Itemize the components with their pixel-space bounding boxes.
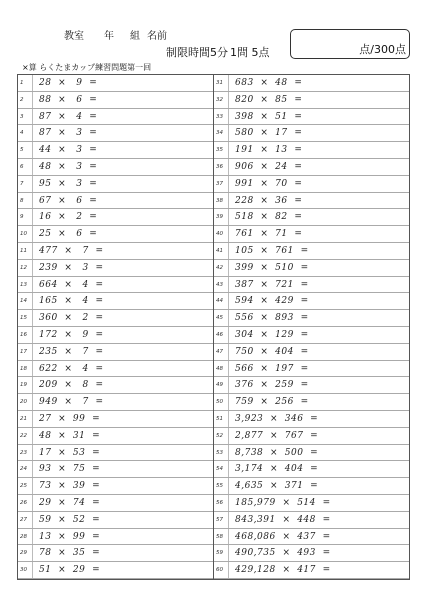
- problem-number: 22: [18, 428, 33, 444]
- problem-row: [18, 75, 213, 92]
- problem-row: [214, 377, 409, 394]
- problem-number: 41: [214, 243, 229, 259]
- problem-number: 50: [214, 394, 229, 410]
- problem-row: [18, 545, 213, 562]
- problem-number: 58: [214, 529, 229, 545]
- problem-number: 60: [214, 562, 229, 578]
- problem-row: [214, 142, 409, 159]
- problem-expression: 906 × 24 =: [235, 162, 303, 172]
- problem-row: [18, 361, 213, 378]
- problem-expression: 29 × 74 =: [39, 498, 101, 508]
- problem-expression: 172 × 9 =: [39, 330, 104, 340]
- problem-expression: 235 × 7 =: [39, 346, 104, 357]
- problem-expression: 59 × 52 =: [39, 514, 101, 525]
- problem-number: 55: [214, 478, 229, 494]
- problem-row: [214, 125, 409, 142]
- problem-number: 53: [214, 445, 229, 461]
- problem-row: [214, 411, 409, 428]
- problem-row: [214, 529, 409, 546]
- problem-expression: 67 × 6 =: [39, 195, 98, 206]
- problem-expression: 759 × 256 =: [235, 397, 309, 408]
- problem-row: [214, 92, 409, 109]
- problem-number: 45: [214, 310, 229, 326]
- problem-row: [18, 243, 213, 260]
- problem-row: [18, 293, 213, 310]
- problem-expression: 387 × 721 =: [235, 279, 309, 290]
- problem-number: 6: [18, 159, 33, 175]
- problem-expression: 468,086 × 437 =: [235, 531, 331, 542]
- problem-expression: 105 × 761 =: [235, 246, 309, 256]
- problem-expression: 48 × 31 =: [39, 430, 101, 441]
- problem-expression: 949 × 7 =: [39, 397, 104, 408]
- problem-expression: 3,174 × 404 =: [235, 464, 319, 475]
- problem-expression: 750 × 404 =: [235, 346, 309, 357]
- problem-column-left: [18, 75, 214, 579]
- problem-number: 49: [214, 377, 229, 393]
- problem-expression: 78 × 35 =: [39, 548, 101, 559]
- problem-row: [18, 176, 213, 193]
- problem-expression: 477 × 7 =: [39, 246, 104, 256]
- problem-expression: 556 × 893 =: [235, 313, 309, 324]
- problem-expression: 209 × 8 =: [39, 380, 104, 391]
- problem-number: 32: [214, 92, 229, 108]
- problem-expression: 304 × 129 =: [235, 330, 309, 340]
- points-per-question: 1問 5点: [230, 46, 270, 59]
- name-label: 名前: [147, 31, 167, 42]
- problem-number: 28: [18, 529, 33, 545]
- problem-row: [18, 562, 213, 579]
- problem-row: [18, 125, 213, 142]
- problem-row: [214, 394, 409, 411]
- problem-number: 3: [18, 109, 33, 125]
- problem-expression: 664 × 4 =: [39, 279, 104, 290]
- problem-number: 2: [18, 92, 33, 108]
- problem-number: 26: [18, 495, 33, 511]
- problem-row: [214, 495, 409, 512]
- problem-expression: 87 × 4 =: [39, 111, 98, 122]
- problem-number: 7: [18, 176, 33, 192]
- problem-number: 13: [18, 277, 33, 293]
- problem-row: [18, 209, 213, 226]
- problem-expression: 17 × 53 =: [39, 447, 101, 458]
- problem-row: [214, 512, 409, 529]
- problem-row: [18, 226, 213, 243]
- problem-number: 42: [214, 260, 229, 276]
- problem-row: [18, 512, 213, 529]
- problem-number: 14: [18, 293, 33, 309]
- problem-number: 56: [214, 495, 229, 511]
- problem-number: 47: [214, 344, 229, 360]
- problem-expression: 44 × 3 =: [39, 145, 98, 156]
- problem-row: [214, 260, 409, 277]
- problem-number: 18: [18, 361, 33, 377]
- problem-number: 21: [18, 411, 33, 427]
- problem-number: 27: [18, 512, 33, 528]
- problem-expression: 4,635 × 371 =: [235, 481, 319, 492]
- problem-number: 34: [214, 125, 229, 141]
- problem-expression: 399 × 510 =: [235, 262, 309, 273]
- problem-number: 5: [18, 142, 33, 158]
- problem-row: [18, 461, 213, 478]
- problem-expression: 13 × 99 =: [39, 531, 101, 542]
- problem-expression: 398 × 51 =: [235, 111, 303, 122]
- problem-expression: 843,391 × 448 =: [235, 514, 331, 525]
- problem-row: [214, 310, 409, 327]
- score-box: [290, 29, 410, 59]
- year-label: 年: [104, 31, 114, 42]
- problem-row: [214, 445, 409, 462]
- problem-number: 16: [18, 327, 33, 343]
- problem-number: 19: [18, 377, 33, 393]
- problem-row: [214, 159, 409, 176]
- problem-expression: 376 × 259 =: [235, 380, 309, 391]
- worksheet-subtitle: ×算 らくたまカップ練習問題第一回: [22, 63, 152, 72]
- problem-row: [18, 377, 213, 394]
- problem-row: [18, 529, 213, 546]
- problem-row: [214, 209, 409, 226]
- problem-number: 30: [18, 562, 33, 578]
- problem-expression: 761 × 71 =: [235, 229, 303, 240]
- problem-expression: 683 × 48 =: [235, 78, 303, 88]
- problem-expression: 622 × 4 =: [39, 363, 104, 374]
- problem-number: 20: [18, 394, 33, 410]
- problem-row: [18, 478, 213, 495]
- problem-expression: 360 × 2 =: [39, 313, 104, 324]
- problem-row: [18, 495, 213, 512]
- problem-number: 1: [18, 75, 33, 91]
- problem-expression: 27 × 99 =: [39, 414, 101, 424]
- problem-number: 9: [18, 209, 33, 225]
- problem-row: [214, 545, 409, 562]
- problem-grid: [17, 74, 410, 580]
- problem-row: [18, 277, 213, 294]
- problem-expression: 88 × 6 =: [39, 94, 98, 105]
- problem-expression: 566 × 197 =: [235, 363, 309, 374]
- problem-row: [18, 142, 213, 159]
- problem-row: [214, 109, 409, 126]
- problem-number: 15: [18, 310, 33, 326]
- problem-row: [214, 293, 409, 310]
- problem-number: 31: [214, 75, 229, 91]
- problem-number: 29: [18, 545, 33, 561]
- problem-expression: 165 × 4 =: [39, 296, 104, 307]
- problem-expression: 991 × 70 =: [235, 178, 303, 189]
- problem-row: [18, 310, 213, 327]
- problem-expression: 51 × 29 =: [39, 565, 101, 576]
- problem-row: [18, 428, 213, 445]
- problem-number: 40: [214, 226, 229, 242]
- group-label: 組: [130, 31, 140, 42]
- problem-number: 33: [214, 109, 229, 125]
- problem-row: [18, 327, 213, 344]
- problem-number: 35: [214, 142, 229, 158]
- problem-row: [18, 445, 213, 462]
- problem-number: 43: [214, 277, 229, 293]
- problem-expression: 28 × 9 =: [39, 78, 98, 88]
- problem-row: [214, 428, 409, 445]
- problem-expression: 239 × 3 =: [39, 262, 104, 273]
- problem-expression: 228 × 36 =: [235, 195, 303, 206]
- problem-number: 24: [18, 461, 33, 477]
- problem-number: 11: [18, 243, 33, 259]
- time-limit: 制限時間5分: [166, 46, 228, 59]
- problem-number: 17: [18, 344, 33, 360]
- problem-row: [18, 193, 213, 210]
- problem-row: [18, 92, 213, 109]
- problem-row: [18, 344, 213, 361]
- problem-expression: 185,979 × 514 =: [235, 498, 331, 508]
- problem-row: [214, 344, 409, 361]
- problem-number: 46: [214, 327, 229, 343]
- problem-row: [214, 75, 409, 92]
- problem-row: [18, 394, 213, 411]
- problem-expression: 3,923 × 346 =: [235, 414, 319, 424]
- problem-number: 39: [214, 209, 229, 225]
- problem-expression: 95 × 3 =: [39, 178, 98, 189]
- problem-number: 37: [214, 176, 229, 192]
- score-label: 点/300点: [359, 43, 406, 56]
- problem-number: 25: [18, 478, 33, 494]
- problem-row: [18, 159, 213, 176]
- problem-row: [214, 277, 409, 294]
- problem-number: 23: [18, 445, 33, 461]
- problem-number: 52: [214, 428, 229, 444]
- problem-number: 38: [214, 193, 229, 209]
- problem-row: [214, 327, 409, 344]
- classroom-label: 教室: [64, 31, 84, 42]
- problem-number: 8: [18, 193, 33, 209]
- problem-expression: 191 × 13 =: [235, 145, 303, 156]
- problem-number: 36: [214, 159, 229, 175]
- problem-row: [18, 260, 213, 277]
- problem-number: 12: [18, 260, 33, 276]
- problem-row: [214, 226, 409, 243]
- problem-number: 4: [18, 125, 33, 141]
- problem-number: 10: [18, 226, 33, 242]
- problem-expression: 87 × 3 =: [39, 128, 98, 139]
- problem-row: [214, 243, 409, 260]
- problem-number: 57: [214, 512, 229, 528]
- problem-expression: 93 × 75 =: [39, 464, 101, 475]
- problem-row: [214, 461, 409, 478]
- problem-expression: 2,877 × 767 =: [235, 430, 319, 441]
- problem-expression: 490,735 × 493 =: [235, 548, 331, 559]
- problem-expression: 16 × 2 =: [39, 212, 98, 223]
- problem-expression: 429,128 × 417 =: [235, 565, 331, 576]
- problem-expression: 518 × 82 =: [235, 212, 303, 223]
- problem-number: 51: [214, 411, 229, 427]
- problem-row: [214, 478, 409, 495]
- problem-expression: 48 × 3 =: [39, 162, 98, 172]
- problem-expression: 8,738 × 500 =: [235, 447, 319, 458]
- problem-row: [18, 411, 213, 428]
- problem-column-right: [214, 75, 409, 579]
- problem-row: [214, 193, 409, 210]
- problem-row: [214, 361, 409, 378]
- problem-expression: 594 × 429 =: [235, 296, 309, 307]
- problem-number: 48: [214, 361, 229, 377]
- problem-expression: 25 × 6 =: [39, 229, 98, 240]
- problem-row: [214, 562, 409, 579]
- problem-number: 59: [214, 545, 229, 561]
- problem-number: 54: [214, 461, 229, 477]
- problem-expression: 73 × 39 =: [39, 481, 101, 492]
- problem-row: [214, 176, 409, 193]
- problem-expression: 820 × 85 =: [235, 94, 303, 105]
- problem-number: 44: [214, 293, 229, 309]
- problem-row: [18, 109, 213, 126]
- problem-expression: 580 × 17 =: [235, 128, 303, 139]
